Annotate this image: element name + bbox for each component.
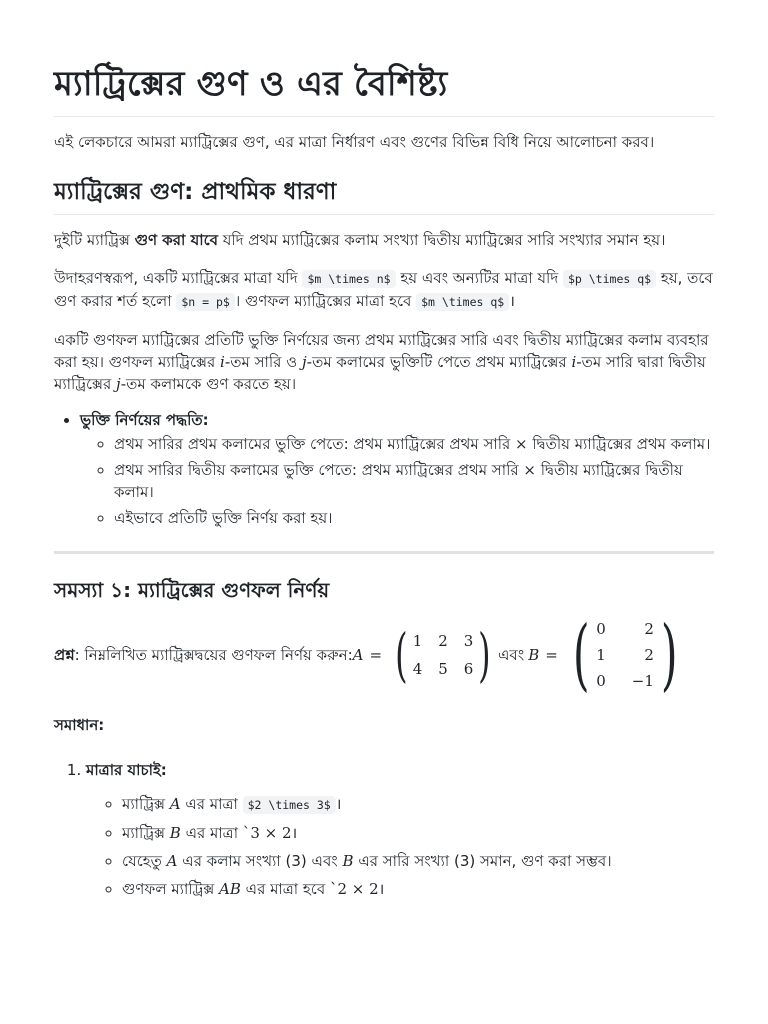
- left-paren: (: [572, 610, 590, 700]
- list-item: [122, 878, 714, 900]
- inline-code: $m \times n$: [302, 270, 395, 288]
- math-variable: A: [166, 852, 178, 870]
- math-variable: AB: [219, 880, 241, 898]
- bold-text: গুণ করা যাবে: [134, 231, 218, 249]
- paragraph-condition: [54, 229, 714, 251]
- text: এর কলাম সংখ্যা (3) এবং: [177, 852, 343, 870]
- matrix-cell: 5: [438, 660, 448, 678]
- section-heading-basics: ম্যাট্রিক্সের গুণ: প্রাথমিক ধারণা: [54, 176, 714, 215]
- math-variable: i: [571, 353, 577, 371]
- math-number: 2: [369, 880, 379, 898]
- times-symbol: ×: [515, 435, 528, 453]
- text: দ্বিতীয় ম্যাট্রিক্সের প্রথম কলাম।: [527, 435, 711, 453]
- list-item: [80, 409, 714, 529]
- matrix-cell: −1: [631, 672, 654, 690]
- text: গুণফল ম্যাট্রিক্স: [122, 880, 220, 898]
- matrix-cell: 1: [412, 632, 423, 650]
- list-item: [122, 850, 714, 872]
- paragraph-entry-method: [54, 329, 714, 395]
- text: একটি গুণফল ম্যাট্রিক্সের প্রতিটি ভুক্তি নির্ণয়ের জন্য প্রথম ম্যাট্রিক্সের সারি এবং দ্বিতীয় ম্যাট্রিক্সের কলাম ব্যবহার করা হয়। গুণফল ম্যাট্রিক্সের: [54, 331, 709, 371]
- list-item: [114, 459, 714, 503]
- math-variable: j: [116, 375, 121, 393]
- matrix-name-a: A: [352, 646, 364, 664]
- matrix-cell: 0: [596, 620, 606, 638]
- math-variable: B: [342, 852, 354, 870]
- text: । গুণফল ম্যাট্রিক্সের মাত্রা হবে: [234, 292, 417, 310]
- matrix-cell: 4: [412, 660, 423, 678]
- text: ।: [509, 292, 515, 310]
- matrix-cell: 2: [438, 632, 448, 650]
- matrix-cell: 3: [463, 632, 474, 650]
- text: উদাহরণস্বরূপ, একটি ম্যাট্রিক্সের মাত্রা যদি: [54, 269, 303, 287]
- list-item: [114, 507, 714, 529]
- list-item: [122, 822, 714, 844]
- text: -তম সারি দ্বারা দ্বিতীয় ম্যাট্রিক্সের: [54, 353, 706, 393]
- text: -তম কলামের ভুক্তিটি পেতে প্রথম ম্যাট্রিক্সের: [306, 353, 572, 371]
- list-item: [86, 759, 714, 900]
- text: ।: [378, 880, 385, 898]
- problem-question: [54, 610, 714, 700]
- text: প্রথম সারির দ্বিতীয় কলামের ভুক্তি পেতে: প্রথম ম্যাট্রিক্সের প্রথম সারি: [114, 461, 524, 479]
- text: -তম সারি ও: [224, 353, 302, 371]
- text: -তম কলামকে গুণ করতে হয়।: [120, 375, 297, 393]
- text: যদি প্রথম ম্যাট্রিক্সের কলাম সংখ্যা দ্বিতীয় ম্যাট্রিক্সের সারি সংখ্যার সমান হয়।: [217, 231, 666, 249]
- text: এর মাত্রা: [180, 795, 243, 813]
- paragraph-example: [54, 267, 714, 313]
- text: দ্বিতীয় ম্যাট্রিক্সের দ্বিতীয় কলাম।: [114, 461, 683, 501]
- text: এর সারি সংখ্যা (3) সমান, গুণ করা সম্ভব।: [353, 852, 612, 870]
- text: ।: [291, 824, 298, 842]
- times-symbol: ×: [347, 880, 370, 898]
- equals-symbol: =: [545, 646, 558, 664]
- math-number: 2: [281, 824, 292, 842]
- section-divider: [54, 551, 714, 554]
- matrix-cell: 2: [644, 646, 654, 664]
- text: ম্যাট্রিক্স: [122, 824, 170, 842]
- right-paren: ): [478, 621, 491, 689]
- text: হয় এবং অন্যটির মাত্রা যদি: [395, 269, 563, 287]
- math-variable: i: [220, 353, 225, 371]
- matrix-cell: 2: [644, 620, 654, 638]
- text: এর মাত্রা হবে `: [240, 880, 338, 898]
- method-sublist: [80, 433, 714, 529]
- text: এর মাত্রা `: [180, 824, 251, 842]
- list-item: [114, 433, 714, 455]
- math-variable: A: [169, 795, 181, 813]
- step-sublist: [86, 793, 714, 900]
- problem-heading: সমস্যা ১: ম্যাট্রিক্সের গুণফল নির্ণয়: [54, 578, 330, 602]
- intro-paragraph: এই লেকচারে আমরা ম্যাট্রিক্সের গুণ, এর মাত্রা নির্ধারণ এবং গুণের বিভিন্ন বিধি নিয়ে আলোচনা করব।: [54, 133, 655, 151]
- text: ম্যাট্রিক্স: [122, 795, 170, 813]
- matrix-name-b: B: [528, 646, 540, 664]
- matrix-a-grid: [413, 630, 474, 680]
- text: দুইটি ম্যাট্রিক্স: [54, 231, 135, 249]
- math-variable: j: [302, 353, 307, 371]
- matrix-cell: 1: [596, 646, 606, 664]
- page-title: ম্যাট্রিক্সের গুণ ও এর বৈশিষ্ট্য: [54, 0, 714, 117]
- text: হয়, তবে গুণ করার শর্ত হলো: [54, 269, 713, 310]
- right-paren: ): [660, 610, 678, 700]
- matrix-b: [566, 610, 685, 700]
- step-title: মাত্রার যাচাই:: [86, 761, 167, 779]
- inline-code: $2 \times 3$: [243, 796, 336, 814]
- list-item: [122, 793, 714, 816]
- text: ।: [335, 795, 342, 813]
- math-number: 2: [337, 880, 347, 898]
- matrix-b-grid: [596, 618, 654, 692]
- times-symbol: ×: [259, 824, 282, 842]
- method-list: [54, 409, 714, 529]
- inline-code: $p \times q$: [563, 270, 656, 288]
- question-text: : নিম্নলিখিত ম্যাট্রিক্সদ্বয়ের গুণফল নির্ণয় করুন:: [74, 646, 353, 664]
- matrix-a: [390, 621, 496, 689]
- inline-code: $n = p$: [176, 293, 234, 311]
- times-symbol: ×: [523, 461, 536, 479]
- and-text: এবং: [497, 646, 525, 664]
- solution-steps: [54, 759, 714, 900]
- math-variable: B: [169, 824, 181, 842]
- math-number: 3: [250, 824, 260, 842]
- text: এইভাবে প্রতিটি ভুক্তি নির্ণয় করা হয়।: [114, 509, 333, 527]
- question-label: প্রশ্ন: [54, 646, 75, 664]
- matrix-cell: 6: [463, 660, 474, 678]
- text: যেহেতু: [122, 852, 167, 870]
- solution-label: সমাধান:: [54, 716, 105, 734]
- matrix-cell: 0: [596, 672, 606, 690]
- text: প্রথম সারির প্রথম কলামের ভুক্তি পেতে: প্রথম ম্যাট্রিক্সের প্রথম সারি: [114, 435, 516, 453]
- inline-code: $m \times q$: [416, 293, 509, 311]
- method-title: ভুক্তি নির্ণয়ের পদ্ধতি:: [80, 411, 209, 429]
- left-paren: (: [395, 621, 408, 689]
- equals-symbol: =: [369, 646, 383, 664]
